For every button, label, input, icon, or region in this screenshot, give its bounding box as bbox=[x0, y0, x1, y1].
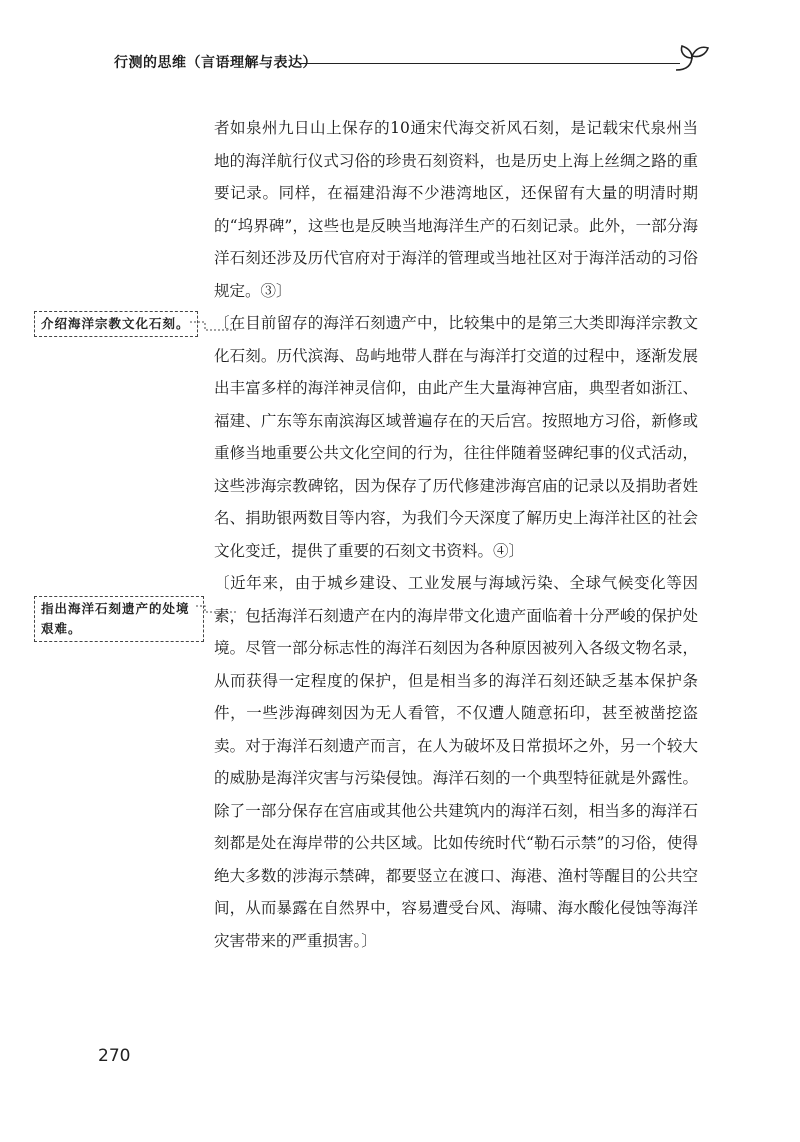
header-rule bbox=[300, 63, 680, 64]
page-number: 270 bbox=[98, 1046, 131, 1066]
book-title: 行测的思维（言语理解与表达） bbox=[114, 55, 317, 71]
margin-note-religious-carvings: 介绍海洋宗教文化石刻。 bbox=[34, 311, 198, 337]
running-header bbox=[114, 50, 704, 80]
main-text bbox=[214, 112, 698, 957]
paragraph: 〔近年来，由于城乡建设、工业发展与海域污染、全球气候变化等因素，包括海洋石刻遗产在内的海岸带文化遗产面临着十分严峻的保护处境。尽管一部分标志性的海洋石刻因为各种原因被列入各级文物名录，从而获得一定程度的保护，但是相当多的海洋石刻还缺乏基本保护条件，一些涉海碑刻因为无人看管，不仅遭人随意拓印，甚至被凿挖盗卖。对于海洋石刻遗产而言，在人为破坏及日常损坏之外，另一个较大的威胁是海洋灾害与污染侵蚀。海洋石刻的一个典型特征就是外露性。除了一部分保存在宫庙或其他公共建筑内的海洋石刻，相当多的海洋石刻都是处在海岸带的公共区域。比如传统时代“勒石示禁”的习俗，使得绝大多数的涉海示禁碑，都要竖立在渡口、海港、渔村等醒目的公共空间，从而暴露在自然界中，容易遭受台风、海啸、海水酸化侵蚀等海洋灾害带来的严重损害。〕 bbox=[214, 574, 698, 950]
paragraph: 者如泉州九日山上保存的10通宋代海交祈风石刻，是记载宋代泉州当地的海洋航行仪式习俗的珍贵石刻资料，也是历史上海上丝绸之路的重要记录。同样，在福建沿海不少港湾地区，还保留有大量的明清时期的“坞界碑”，这些也是反映当地海洋生产的石刻记录。此外，一部分海洋石刻还涉及历代官府对于海洋的管理或当地社区对于海洋活动的习俗规定。③〕 bbox=[214, 119, 698, 300]
sprout-icon bbox=[670, 44, 710, 78]
margin-note-heritage-threats: 指出海洋石刻遗产的处境艰难。 bbox=[34, 596, 204, 642]
paragraph: 〔在目前留存的海洋石刻遗产中，比较集中的是第三大类即海洋宗教文化石刻。历代滨海、岛屿地带人群在与海洋打交道的过程中，逐渐发展出丰富多样的海洋神灵信仰，由此产生大量海神宫庙，典型者如浙江、福建、广东等东南滨海区域普遍存在的天后宫。按照地方习俗，新修或重修当地重要公共文化空间的行为，往往伴随着竖碑纪事的仪式活动，这些涉海宗教碑铭，因为保存了历代修建涉海宫庙的记录以及捐助者姓名、捐助银两数目等内容，为我们今天深度了解历史上海洋社区的社会文化变迁，提供了重要的石刻文书资料。④〕 bbox=[214, 314, 698, 560]
